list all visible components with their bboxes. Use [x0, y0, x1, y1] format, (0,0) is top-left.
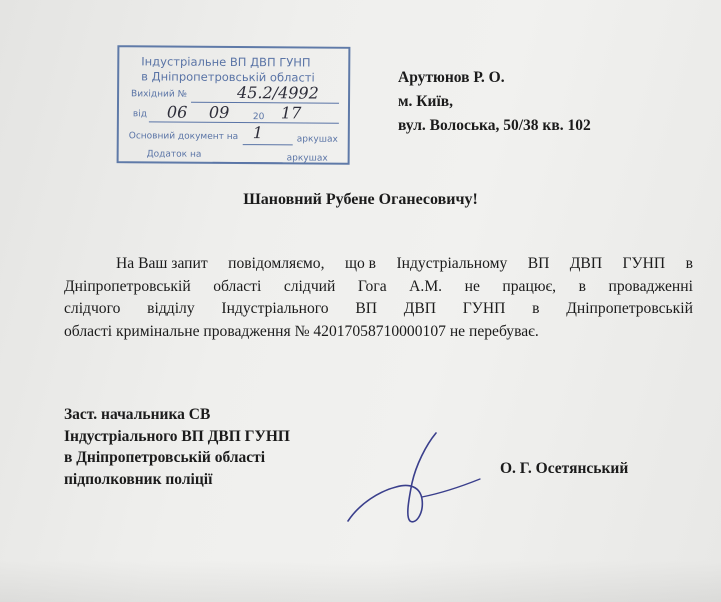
addressee-city: м. Київ,	[398, 93, 454, 110]
body-word: відділу	[147, 300, 195, 317]
stamp-date-day: 06	[166, 102, 188, 122]
body-word: На Ваш запит	[116, 255, 208, 272]
body-word: провадженні	[608, 277, 693, 295]
stamp-date-year-suffix: 17	[280, 103, 302, 123]
body-word: Індустріальному	[396, 255, 508, 272]
body-line	[64, 276, 693, 299]
body-word: ГУНП	[462, 300, 506, 317]
stamp-sheets-word: аркушах	[296, 134, 338, 145]
addressee-name: Арутюнов Р. О.	[398, 69, 505, 86]
addressee-block	[398, 66, 591, 138]
stamp-outgoing-label: Вихідний №	[131, 89, 187, 100]
body-word: Дніпропетровській	[64, 277, 191, 295]
addressee-street: вул. Волоська, 50/38 кв. 102	[398, 117, 591, 134]
stamp-date-year-prefix: 20	[252, 112, 265, 123]
signer-position-line1: Заст. начальника СВ	[64, 406, 211, 423]
signer-name: О. Г. Осетянський	[500, 460, 629, 477]
registration-stamp	[117, 45, 351, 165]
stamp-org-line1: Індустріальне ВП ДВП ГУНП	[141, 54, 311, 70]
stamp-date-month: 09	[208, 102, 230, 122]
stamp-date-label: від	[132, 109, 147, 120]
stamp-main-doc-label: Основний документ на	[128, 131, 239, 143]
body-line	[64, 253, 693, 276]
signer-position-line4: підполковник поліції	[64, 470, 213, 488]
body-word: слідчий	[283, 277, 336, 295]
body-word: ГУНП	[622, 255, 666, 272]
stamp-attachment-sheets-word: аркушах	[286, 153, 328, 164]
body-word: області кримінальне провадження № 42017058710000107 не перебуває.	[64, 322, 539, 340]
body-word: Дніпропетровській	[566, 300, 693, 317]
body-word: ВП	[527, 255, 550, 272]
body-word: ДВП	[569, 255, 603, 272]
body-word: ДВП	[403, 300, 437, 317]
letter-body	[64, 253, 693, 343]
body-word: не	[464, 277, 480, 295]
stamp-attachment-label: Додаток на	[146, 149, 202, 160]
handwritten-signature	[340, 425, 490, 535]
signer-position	[64, 404, 290, 490]
body-word: працює,	[502, 277, 557, 295]
body-word: ВП	[355, 300, 378, 317]
body-word: області	[213, 277, 262, 295]
stamp-outgoing-number: 45.2/4992	[237, 83, 319, 103]
body-word: в	[685, 255, 693, 272]
stamp-main-doc-sheets: 1	[252, 123, 264, 143]
body-word: в	[578, 277, 586, 295]
body-word: Гога	[357, 277, 387, 295]
body-word: що в	[344, 255, 377, 272]
body-word: в	[532, 300, 540, 317]
greeting: Шановний Рубене Оганесовичу!	[243, 191, 478, 208]
signer-position-line3: в Дніпропетровській області	[64, 449, 266, 466]
body-word: слідчого	[64, 300, 121, 317]
body-word: Індустріального	[221, 300, 329, 317]
body-line	[64, 298, 693, 321]
stamp-org-line2: в Дніпропетровській області	[141, 69, 315, 85]
body-word: повідомляємо,	[228, 255, 325, 272]
body-line	[64, 321, 693, 344]
signer-position-line2: Індустріального ВП ДВП ГУНП	[64, 427, 290, 445]
body-word: А.М.	[409, 277, 443, 295]
